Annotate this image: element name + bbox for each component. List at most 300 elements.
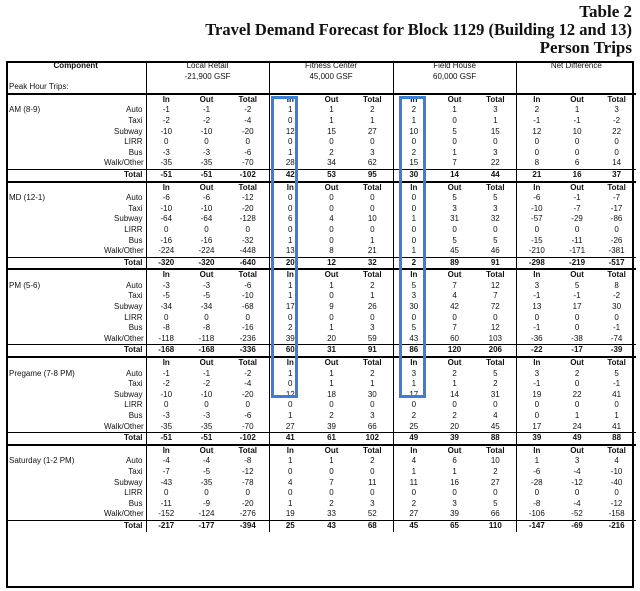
subheader-total: Total [597, 94, 636, 106]
component-header: Component [53, 61, 98, 70]
cell-value: 27 [393, 509, 434, 520]
cell-value: 5 [452, 193, 457, 203]
cell-value: 14 [434, 169, 475, 181]
cell-value: 0 [516, 400, 557, 411]
cell-value: 0 [146, 137, 186, 148]
cell-value: -1 [516, 323, 557, 334]
cell-value: -11 [571, 235, 583, 245]
cell-value: 8 [516, 158, 557, 169]
cell-value: -35 [200, 158, 213, 168]
cell-value: 0 [516, 488, 557, 499]
subheader-out: Out [311, 269, 352, 281]
cell-value: 2 [370, 456, 375, 466]
cell-value: 3 [370, 411, 375, 420]
table-row [6, 225, 636, 236]
cell-value: 62 [367, 158, 377, 168]
subheader-out: Out [186, 445, 227, 457]
cell-value: 0 [516, 411, 557, 422]
cell-value: 0 [269, 400, 311, 411]
table-row [6, 509, 636, 520]
cell-value: -6 [244, 280, 252, 290]
cell-value: 3 [370, 498, 375, 508]
subheader-out: Out [434, 357, 475, 369]
cell-value: -36 [516, 334, 557, 345]
cell-value: 18 [327, 389, 336, 399]
cell-value: -298 [516, 257, 557, 269]
cell-value: 53 [311, 169, 352, 181]
cell-value: 2 [269, 323, 311, 334]
cell-value: 1 [329, 379, 334, 389]
cell-value: 2 [452, 368, 457, 378]
cell-value: 14 [450, 389, 460, 399]
mode-label: Walk/Other [104, 421, 144, 431]
subheader-total: Total [597, 182, 636, 194]
cell-value: 0 [269, 193, 311, 204]
trip-forecast-table [6, 61, 636, 532]
cell-value: 103 [488, 333, 502, 343]
cell-value: 0 [370, 312, 375, 322]
subheader-in: In [393, 357, 434, 369]
cell-value: -128 [239, 214, 256, 224]
cell-value: 1 [269, 291, 311, 302]
cell-value: 0 [516, 148, 557, 159]
table-row [6, 323, 636, 334]
cell-value: 0 [269, 379, 311, 390]
cell-value: 0 [493, 312, 498, 322]
cell-value: -12 [610, 498, 623, 508]
cell-value: -2 [613, 115, 621, 125]
cell-value: -10 [146, 127, 186, 138]
cell-value: 27 [269, 422, 311, 433]
subheader-total: Total [475, 94, 516, 106]
mode-label: Taxi [128, 379, 143, 389]
cell-value: -28 [516, 478, 557, 489]
cell-value: 5 [493, 368, 498, 378]
cell-value: 120 [434, 345, 475, 357]
cell-value: 8 [614, 280, 619, 290]
cell-value: 39 [516, 433, 557, 445]
cell-value: 2 [393, 411, 434, 422]
table-row [6, 281, 636, 292]
cell-value: 3 [493, 147, 498, 157]
cell-value: 0 [329, 400, 334, 410]
cell-value: 4 [614, 456, 619, 466]
cell-value: 2 [493, 466, 498, 476]
cell-value: 0 [452, 137, 457, 147]
cell-value: -2 [146, 116, 186, 127]
table-number: Table 2 [579, 2, 632, 21]
cell-value: 4 [393, 456, 434, 467]
cell-value: 0 [370, 466, 375, 476]
cell-value: -1 [573, 193, 581, 203]
subheader-out: Out [186, 357, 227, 369]
mode-label: Subway [114, 126, 143, 136]
cell-value: -8 [516, 499, 557, 510]
subheader-in: In [269, 94, 311, 106]
subheader-out: Out [186, 182, 227, 194]
cell-value: 16 [450, 477, 460, 487]
table-row [6, 499, 636, 510]
cell-value: 10 [572, 126, 582, 136]
subheader-in: In [146, 269, 186, 281]
cell-value: -3 [146, 281, 186, 292]
cell-value: 5 [493, 235, 498, 245]
total-row [6, 257, 636, 269]
cell-value: 42 [269, 169, 311, 181]
cell-value: 11 [393, 478, 434, 489]
cell-value: 10 [367, 214, 377, 224]
cell-value: 3 [516, 281, 557, 292]
mode-label: Subway [114, 389, 143, 399]
group-size-local-retail: -21,900 GSF [146, 72, 269, 83]
cell-value: 15 [327, 126, 336, 136]
subheader-total: Total [475, 445, 516, 457]
cell-value: -1 [516, 116, 557, 127]
subheader-in: In [516, 94, 557, 106]
subheader-out: Out [434, 182, 475, 194]
cell-value: 19 [516, 390, 557, 401]
subheader-in: In [393, 269, 434, 281]
subheader-in: In [146, 445, 186, 457]
cell-value: 0 [393, 193, 434, 204]
mode-label: Auto [126, 368, 143, 378]
subheader-out: Out [557, 357, 597, 369]
cell-value: 0 [146, 313, 186, 324]
cell-value: 1 [452, 466, 457, 476]
period-label: PM (5-6) [9, 280, 41, 290]
cell-value: 0 [329, 224, 334, 234]
cell-value: 2 [370, 368, 375, 378]
cell-value: 21 [516, 169, 557, 181]
cell-value: -6 [516, 193, 557, 204]
group-size-net-difference [516, 72, 636, 83]
cell-value: 1 [452, 379, 457, 389]
cell-value: 88 [597, 433, 636, 445]
cell-value: 0 [269, 467, 311, 478]
cell-value: 206 [475, 345, 516, 357]
mode-label: Auto [126, 105, 143, 115]
cell-value: -4 [244, 115, 252, 125]
cell-value: 3 [516, 369, 557, 380]
cell-value: 2 [329, 147, 334, 157]
cell-value: -124 [198, 509, 215, 519]
cell-value: -1 [202, 105, 211, 115]
mode-label: Taxi [128, 466, 143, 476]
cell-value: 0 [204, 488, 209, 498]
cell-value: 2 [370, 280, 375, 290]
cell-value: 42 [450, 302, 460, 312]
subheader-out: Out [557, 94, 597, 106]
mode-label: LIRR [124, 137, 143, 147]
table-subtitle: Person Trips [539, 38, 632, 57]
table-row [6, 379, 636, 390]
cell-value: -86 [610, 214, 623, 224]
cell-value: -1 [146, 369, 186, 380]
cell-value: -1 [516, 379, 557, 390]
cell-value: 2 [393, 105, 434, 116]
cell-value: 30 [393, 169, 434, 181]
cell-value: 0 [493, 488, 498, 498]
cell-value: 31 [450, 214, 460, 224]
mode-label: Subway [114, 214, 143, 224]
cell-value: -210 [516, 246, 557, 257]
cell-value: -38 [571, 333, 583, 343]
subheader-in: In [146, 182, 186, 194]
cell-value: 0 [329, 203, 334, 213]
cell-value: 0 [269, 116, 311, 127]
cell-value: 1 [269, 411, 311, 422]
cell-value: 41 [612, 421, 622, 431]
cell-value: 0 [614, 137, 619, 147]
cell-value: 37 [597, 169, 636, 181]
cell-value: 0 [493, 137, 498, 147]
subheader-total: Total [227, 445, 269, 457]
cell-value: 30 [393, 302, 434, 313]
cell-value: -320 [146, 257, 186, 269]
cell-value: 2 [393, 499, 434, 510]
cell-value: -224 [146, 246, 186, 257]
cell-value: 68 [352, 520, 393, 531]
cell-value: -34 [146, 302, 186, 313]
table-row [6, 137, 636, 148]
cell-value: -32 [241, 235, 254, 245]
subheader-out: Out [186, 269, 227, 281]
cell-value: -4 [244, 379, 252, 389]
period-label: AM (8-9) [9, 105, 41, 115]
cell-value: -4 [146, 456, 186, 467]
cell-value: -11 [146, 499, 186, 510]
cell-value: 0 [574, 379, 580, 389]
subheader-out: Out [311, 445, 352, 457]
cell-value: -20 [241, 498, 254, 508]
cell-value: 5 [452, 235, 457, 245]
cell-value: 2 [493, 379, 498, 389]
cell-value: 0 [370, 203, 375, 213]
cell-value: 46 [490, 246, 500, 256]
mode-label: Taxi [128, 291, 143, 301]
cell-value: 9 [329, 302, 334, 312]
cell-value: 1 [574, 105, 580, 115]
mode-label: Auto [126, 193, 143, 203]
cell-value: 19 [269, 509, 311, 520]
cell-value: 10 [490, 456, 500, 466]
cell-value: 0 [393, 400, 434, 411]
cell-value: 20 [327, 333, 336, 343]
subheader-out: Out [557, 269, 597, 281]
cell-value: 43 [393, 334, 434, 345]
cell-value: 7 [452, 158, 457, 168]
cell-value: 43 [311, 520, 352, 531]
cell-value: -16 [241, 323, 254, 333]
cell-value: 0 [245, 224, 250, 234]
period-label: Pregame (7-8 PM) [9, 368, 75, 378]
cell-value: 0 [614, 224, 619, 234]
cell-value: 41 [269, 433, 311, 445]
cell-value: -3 [202, 280, 211, 290]
cell-value: -168 [146, 345, 186, 357]
cell-value: 39 [450, 509, 460, 519]
cell-value: 22 [612, 126, 622, 136]
cell-value: -74 [610, 333, 623, 343]
group-header-local-retail: Local Retail [146, 61, 269, 72]
cell-value: 0 [452, 488, 457, 498]
cell-value: 0 [269, 313, 311, 324]
cell-value: 45 [450, 246, 460, 256]
group-header-field-house: Field House [393, 61, 516, 72]
cell-value: -35 [146, 158, 186, 169]
cell-value: -4 [573, 466, 581, 476]
cell-value: 0 [452, 400, 457, 410]
cell-value: -5 [202, 466, 211, 476]
cell-value: 0 [614, 147, 619, 157]
cell-value: 0 [204, 400, 209, 410]
subheader-in: In [269, 182, 311, 194]
cell-value: -3 [146, 148, 186, 159]
cell-value: 4 [452, 291, 457, 301]
cell-value: -2 [244, 105, 252, 115]
cell-value: -1 [146, 105, 186, 116]
cell-value: 0 [329, 193, 334, 203]
subheader-in: In [516, 445, 557, 457]
cell-value: -39 [597, 345, 636, 357]
cell-value: -17 [610, 203, 623, 213]
cell-value: 26 [367, 302, 377, 312]
cell-value: 17 [393, 390, 434, 401]
subheader-in: In [269, 445, 311, 457]
cell-value: 25 [269, 520, 311, 531]
cell-value: -5 [202, 291, 211, 301]
subheader-in: In [516, 357, 557, 369]
cell-value: 1 [329, 115, 334, 125]
cell-value: -118 [146, 334, 186, 345]
cell-value: 12 [516, 127, 557, 138]
cell-value: 27 [490, 477, 500, 487]
cell-value: -40 [610, 477, 623, 487]
subheader-in: In [146, 357, 186, 369]
cell-value: 31 [311, 345, 352, 357]
subheader-in: In [146, 94, 186, 106]
cell-value: -6 [244, 411, 252, 420]
total-row [6, 169, 636, 181]
subheader-total: Total [227, 357, 269, 369]
mode-label: Subway [114, 302, 143, 312]
cell-value: -15 [516, 236, 557, 247]
cell-value: -22 [516, 345, 557, 357]
subheader-out: Out [311, 94, 352, 106]
cell-value: 6 [452, 456, 457, 466]
cell-value: -16 [146, 236, 186, 247]
cell-value: -158 [608, 509, 625, 519]
cell-value: 0 [614, 312, 619, 322]
subheader-total: Total [475, 269, 516, 281]
table-title: Travel Demand Forecast for Block 1129 (Building 12 and 13) [205, 20, 632, 39]
cell-value: 1 [370, 291, 375, 301]
table-row [6, 236, 636, 247]
cell-value: 1 [393, 379, 434, 390]
cell-value: -3 [202, 147, 211, 157]
cell-value: 91 [475, 257, 516, 269]
cell-value: 14 [612, 158, 622, 168]
cell-value: 3 [393, 369, 434, 380]
cell-value: 0 [614, 488, 619, 498]
mode-label: Auto [126, 456, 143, 466]
cell-value: 0 [614, 400, 619, 410]
cell-value: 0 [329, 291, 334, 301]
cell-value: 0 [269, 488, 311, 499]
cell-value: -35 [146, 422, 186, 433]
cell-value: 5 [493, 193, 498, 203]
mode-label: Total [102, 169, 146, 181]
cell-value: 1 [269, 105, 311, 116]
table-row [6, 246, 636, 257]
subheader-out: Out [434, 94, 475, 106]
cell-value: 39 [434, 433, 475, 445]
mode-label: LIRR [124, 488, 143, 498]
cell-value: 0 [269, 225, 311, 236]
mode-label: Subway [114, 477, 143, 487]
cell-value: 0 [329, 137, 334, 147]
cell-value: -177 [186, 520, 227, 531]
table-row [6, 148, 636, 159]
cell-value: 6 [574, 158, 580, 168]
subheader-total: Total [352, 445, 393, 457]
cell-value: 7 [452, 323, 457, 333]
cell-value: -3 [146, 411, 186, 422]
cell-value: 2 [393, 257, 434, 269]
cell-value: -448 [239, 246, 256, 256]
cell-value: -6 [244, 147, 252, 157]
cell-value: 7 [493, 291, 498, 301]
cell-value: 0 [574, 488, 580, 498]
table-row [6, 400, 636, 411]
cell-value: 0 [393, 236, 434, 247]
cell-value: 3 [452, 498, 457, 508]
cell-value: -64 [146, 214, 186, 225]
cell-value: 3 [370, 323, 375, 333]
cell-value: -8 [202, 323, 211, 333]
cell-value: 0 [204, 224, 209, 234]
cell-value: 0 [574, 323, 580, 333]
cell-value: 0 [329, 488, 334, 498]
cell-value: 1 [269, 281, 311, 292]
cell-value: 86 [393, 345, 434, 357]
cell-value: -35 [200, 421, 213, 431]
cell-value: -78 [241, 477, 254, 487]
cell-value: -7 [573, 203, 581, 213]
cell-value: 28 [269, 158, 311, 169]
cell-value: 0 [393, 313, 434, 324]
cell-value: 0 [452, 224, 457, 234]
mode-label: LIRR [124, 400, 143, 410]
cell-value: 41 [612, 389, 622, 399]
cell-value: 0 [370, 488, 375, 498]
cell-value: 1 [370, 115, 375, 125]
subheader-out: Out [557, 182, 597, 194]
mode-label: Taxi [128, 203, 143, 213]
group-size-fitness-center: 45,000 GSF [269, 72, 393, 83]
subheader-total: Total [475, 182, 516, 194]
cell-value: 95 [352, 169, 393, 181]
cell-value: 0 [574, 224, 580, 234]
cell-value: 44 [475, 169, 516, 181]
period-label: Saturday (1-2 PM) [9, 456, 75, 466]
table-header [205, 3, 632, 57]
table-row [6, 467, 636, 478]
cell-value: -381 [608, 246, 625, 256]
mode-label: Bus [128, 147, 143, 157]
cell-value: -224 [198, 246, 215, 256]
subheader-out: Out [311, 182, 352, 194]
